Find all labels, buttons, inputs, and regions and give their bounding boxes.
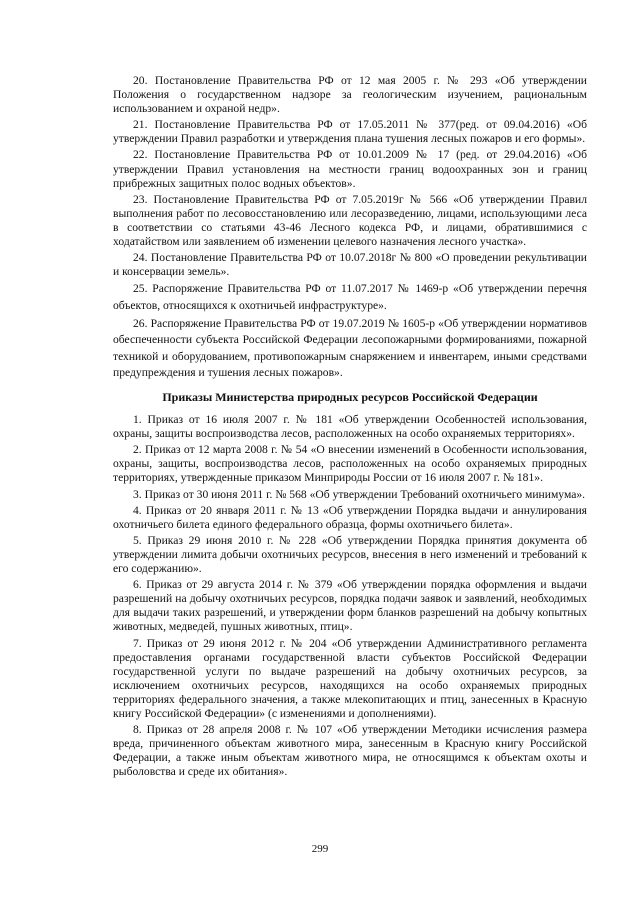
order-item-1: 1. Приказ от 16 июля 2007 г. № 181 «Об утверждении Особенностей использования, охраны, защиты воспроизводства лесов, расположенных на особо охраняемых территориях».: [113, 413, 587, 441]
list-item-20: 20. Постановление Правительства РФ от 12 мая 2005 г. № 293 «Об утверждении Положения о государственном надзоре за геологическим изучением, рациональным использованием и охраной недр».: [113, 74, 587, 116]
order-item-6: 6. Приказ от 29 августа 2014 г. № 379 «Об утверждении порядка оформления и выдачи разрешений на добычу охотничьих ресурсов, порядка подачи заявок и заявлений, необходимых для выдачи таких разрешений, и утверждении форм бланков разрешений на добычу копытных животных, медведей, пушных животных, птиц».: [113, 578, 587, 634]
list-item-22: 22. Постановление Правительства РФ от 10.01.2009 № 17 (ред. от 29.04.2016) «Об утверждении Правил установления на местности границ водоохранных зон и границ прибрежных защитных полос водных объектов».: [113, 148, 587, 190]
list-item-26: 26. Распоряжение Правительства РФ от 19.07.2019 № 1605-р «Об утверждении нормативов обеспеченности субъекта Российской Федерации лесопожарными формированиями, пожарной техникой и оборудованием, противопожарным снаряжением и инвентарем, иными средствами предупреждения и тушения лесных пожаров».: [113, 316, 587, 379]
order-item-8: 8. Приказ от 28 апреля 2008 г. № 107 «Об утверждении Методики исчисления размера вреда, причиненного объектам животного мира, занесенным в Красную книгу Российской Федерации, а также иным объектам животного мира, не относящимся к объектам охоты и рыболовства и среде их обитания».: [113, 723, 587, 779]
list-item-21: 21. Постановление Правительства РФ от 17.05.2011 № 377(ред. от 09.04.2016) «Об утверждении Правил разработки и утверждения плана тушения лесных пожаров и его формы».: [113, 118, 587, 146]
order-item-7: 7. Приказ от 29 июня 2012 г. № 204 «Об утверждении Административного регламента предоставления органами государственной власти субъектов Российской Федерации государственной услуги по выдаче разрешений на добычу охотничьих ресурсов, за исключением охотничьих ресурсов, находящихся на особо охраняемых природных территориях федерального значения, а также млекопитающих и птиц, занесенных в Красную книгу Российской Федерации» (с изменениями и дополнениями).: [113, 636, 587, 720]
page-content: [113, 74, 587, 781]
order-item-2: 2. Приказ от 12 марта 2008 г. № 54 «О внесении изменений в Особенности использования, охраны, защиты, воспроизводства лесов, расположенных на особо охраняемых природных территориях, утвержденные приказом Минприроды России от 16 июля 2007 г. № 181».: [113, 443, 587, 485]
order-item-5: 5. Приказ 29 июня 2010 г. № 228 «Об утверждении Порядка принятия документа об утверждении лимита добычи охотничьих ресурсов, внесения в него изменений и требований к его содержанию».: [113, 533, 587, 576]
list-item-25: 25. Распоряжение Правительства РФ от 11.07.2017 № 1469-р «Об утверждении перечня объектов, относящихся к охотничьей инфраструктуре».: [113, 282, 587, 312]
order-item-4: 4. Приказ от 20 января 2011 г. № 13 «Об утверждении Порядка выдачи и аннулирования охотничьего билета единого федерального образца, формы охотничьего билета».: [113, 503, 587, 531]
section-heading: Приказы Министерства природных ресурсов Российской Федерации: [162, 390, 538, 405]
order-item-3: 3. Приказ от 30 июня 2011 г. № 568 «Об утверждении Требований охотничьего минимума».: [133, 487, 586, 501]
list-item-23: 23. Постановление Правительства РФ от 7.05.2019г № 566 «Об утверждении Правил выполнения работ по лесовосстановлению или лесоразведению, лицами, использующими леса в соответствии со статьями 43-46 Лесного кодекса РФ, и лицами, обратившимися с ходатайством или заявлением об изменении целевого назначения лесного участка».: [113, 192, 587, 249]
list-item-24: 24. Постановление Правительства РФ от 10.07.2018г № 800 «О проведении рекультивации и консервации земель».: [113, 251, 587, 279]
page-number: 299: [311, 843, 329, 855]
